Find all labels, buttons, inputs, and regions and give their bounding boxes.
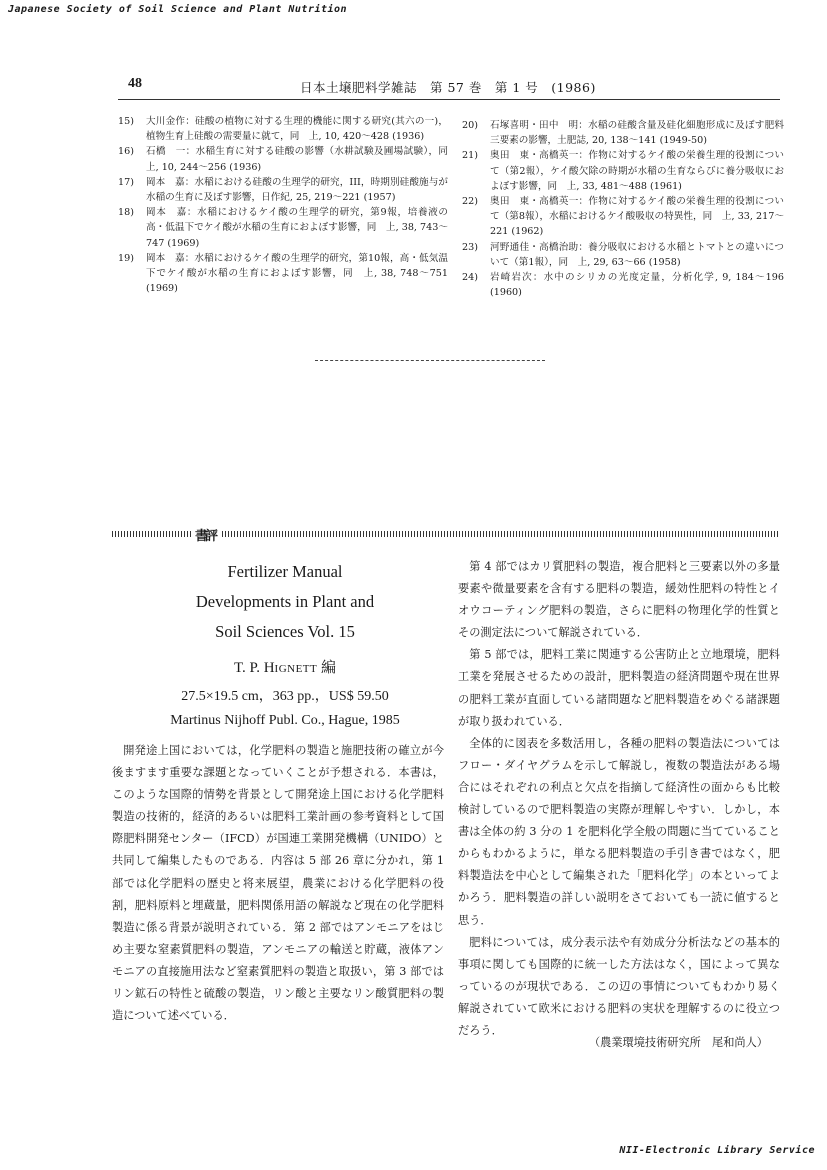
reference-text: 大川金作：硅酸の植物に対する生理的機能に関する研究(其六の一)，植物生育上硅酸の需要量に就て，同 上, 10, 420〜428 (1936) — [146, 116, 448, 143]
library-service-footer: NII-Electronic Library Service — [619, 1145, 815, 1156]
reference-item — [462, 148, 784, 194]
reference-text: 岡本 嘉：水稲における硅酸の生理学的研究，III，時期別硅酸施与が水稲の生育に及ぼす影響，日作紀, 25, 219〜221 (1957) — [146, 176, 448, 204]
section-divider — [315, 360, 545, 361]
reference-text: 石橋 一：水稲生育に対する硅酸の影響（水耕試験及圃場試験），同 上, 10, 244〜256 (1936) — [146, 146, 458, 173]
reference-item — [118, 114, 448, 144]
header-rule — [118, 99, 780, 100]
reference-number: 17) — [118, 176, 134, 188]
book-publisher: Martinus Nijhoff Publ. Co., Hague, 1985 — [170, 713, 400, 728]
book-editor — [112, 656, 458, 677]
review-body-right — [458, 556, 780, 1042]
reference-text: 奥田 東・高橋英一：作物に対するケイ酸の栄養生理的役割について（第2報），ケイ酸欠除の時期が水稲の生育ならびに養分吸収におよぼす影響，同 上, 33, 481〜488 (1961) — [490, 150, 784, 192]
references-right-column — [462, 118, 784, 300]
reference-item — [118, 175, 448, 205]
society-header: Japanese Society of Soil Science and Plant Nutrition — [8, 4, 348, 15]
reference-item — [118, 144, 458, 174]
reference-text: 岩崎岩次：水中のシリカの光度定量，分析化学, 9, 184〜196 (1960) — [490, 272, 784, 299]
reference-number: 19) — [118, 252, 134, 264]
hatch-rule-right — [222, 531, 780, 537]
reference-text: 河野通佳・高橋治助：養分吸収における水稲とトマトとの違いについて（第1報），同 上, 29, 63〜66 (1958) — [490, 241, 784, 268]
reference-item — [462, 194, 784, 240]
editor-initials: T. P. H — [233, 660, 275, 676]
reference-item — [118, 205, 448, 251]
reference-number: 22) — [462, 196, 478, 208]
review-body-left — [112, 740, 444, 1027]
references-left-column — [118, 114, 458, 296]
book-specs: 27.5×19.5 cm，363 pp.，US$ 59.50 — [181, 689, 389, 704]
review-paragraph: 全体的に図表を多数活用し，各種の肥料の製造法についてはフロー・ダイヤグラムを示して解説し，複数の製造法がある場合にはそれぞれの利点と欠点を指摘して経済性の面からも比較検討しているので肥料製造の実際が理解しやすい．しかし，本書は全体の約 3 分の 1 を肥料化学全般の問題に当てていることからもわかるように，単なる肥料製造の手引き書ではなく，肥料製造法を中心として編集された「肥料化学」の本といってよかろう．肥料製造の詳しい説明をさておいても一読に値すると思う． — [458, 736, 780, 927]
page-number: 48 — [128, 76, 142, 91]
reference-number: 18) — [118, 207, 134, 219]
reference-text: 奥田 東・高橋英一：作物に対するケイ酸の栄養生理的役割について（第8報），水稲におけるケイ酸吸収の特異性，同 上, 33, 217〜221 (1962) — [490, 196, 784, 238]
reference-number: 20) — [462, 120, 478, 131]
reference-item — [118, 251, 448, 297]
review-paragraph: 第 5 部では，肥料工業に関連する公害防止と立地環境，肥料工業を発展させるための設計，肥料製造の経済問題や現在世界の肥料工業が直面している諸問題など肥料製造をめぐる諸課題が取り扱われている． — [458, 648, 780, 728]
reference-text: 岡本 嘉：水稲におけるケイ酸の生理学的研究，第9報，培養液の高・低温下でケイ酸が水稲の生育におよぼす影響，同 上, 38, 743〜747 (1969) — [146, 207, 448, 249]
reviewer-signature: （農業環境技術研究所 尾和尚人） — [588, 1036, 768, 1049]
journal-running-head: 日本土壌肥料学雑誌 第 57 巻 第 1 号 (1986) — [300, 80, 596, 95]
reference-number: 21) — [462, 150, 478, 162]
reference-text: 岡本 嘉：水稲におけるケイ酸の生理学的研究，第10報，高・低気温下でケイ酸が水稲の生育におよぼす影響，同 上, 38, 748〜751 (1969) — [146, 252, 448, 295]
reference-number: 15) — [118, 116, 134, 127]
reference-item — [462, 270, 784, 300]
reference-item — [462, 118, 784, 148]
reference-number: 16) — [118, 146, 134, 158]
reference-item — [462, 240, 784, 270]
reference-number: 23) — [462, 241, 478, 253]
review-paragraph: 肥料については，成分表示法や有効成分分析法などの基本的事項に関しても国際的に統一した方法はなく，国によって異なっているのが現状である．この辺の事情についてもわかり易く解説されていて欧米における肥料の実状を理解するのに役立つだろう． — [458, 935, 780, 1037]
hatch-rule-left — [112, 531, 192, 537]
editor-suffix: 編 — [317, 660, 337, 676]
reference-text: 石塚喜明・田中 明：水稲の硅酸含量及硅化細胞形成に及ぼす肥料三要素の影響，土肥誌, 20, 138〜141 (1949-50) — [490, 120, 784, 147]
review-paragraph: 開発途上国においては，化学肥料の製造と施肥技術の確立が今後ますます重要な課題となっていくことが予想される．本書は，このような国際的情勢を背景として開発途上国における化学肥料製造の技術的，経済的あるいは肥料工業計画の参考資料として国際肥料開発センター（IFCD）が国連工業開発機構（UNIDO）と共同して編集したものである．内容は 5 部 26 章に分かれ，第 1 部では化学肥料の歴史と将来展望，農業における化学肥料の役割，肥料原料と埋蔵量，肥料関係用語の解説など現在の化学肥料製造に係る背景が説明されている．第 2 部ではアンモニアをはじめ主要な窒素質肥料の製造，アンモニアの輸送と貯蔵，液体アンモニアの直接施用法など窒素質肥料の製造と取扱い，第 3 部ではリン鉱石の特性と硫酸の製造，リン酸と主要なリン酸質肥料の製造について述べている． — [112, 744, 444, 1023]
book-title-line: Soil Sciences Vol. 15 — [215, 622, 355, 641]
section-heading-char: 書 — [195, 529, 209, 544]
reference-number: 24) — [462, 272, 478, 284]
review-paragraph: 第 4 部ではカリ質肥料の製造，複合肥料と三要素以外の多量要素や微量要素を含有する肥料の製造，緩効性肥料の特性とイオウコーティング肥料の製造，さらに肥料の物理化学的性質とその測定法について解説されている． — [458, 560, 780, 640]
section-heading-char: 評 — [205, 529, 219, 544]
book-review-section-bar — [112, 527, 780, 544]
editor-surname-smallcaps: IGNETT — [274, 663, 318, 675]
book-title-line: Fertilizer Manual — [227, 562, 343, 581]
book-title-line: Developments in Plant and — [195, 592, 375, 611]
